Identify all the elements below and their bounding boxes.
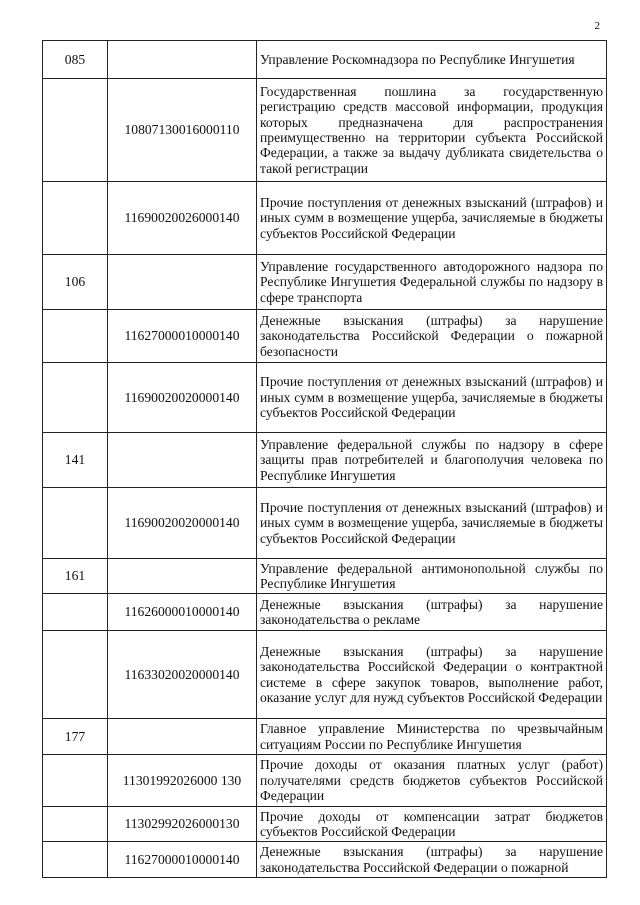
budget-code-cell	[108, 41, 257, 79]
budget-code-cell: 11626000010000140	[108, 594, 257, 631]
org-code-cell	[43, 79, 108, 182]
table-row	[43, 719, 607, 755]
description-cell: Управление Роскомнадзора по Республике Ингушетия	[257, 41, 607, 79]
table-row	[43, 807, 607, 842]
budget-code-cell	[108, 559, 257, 594]
table-row	[43, 631, 607, 719]
description-cell: Денежные взыскания (штрафы) за нарушение законодательства о рекламе	[257, 594, 607, 631]
description-cell: Главное управление Министерства по чрезвычайным ситуациям России по Республике Ингушетия	[257, 719, 607, 755]
budget-code-cell: 11627000010000140	[108, 842, 257, 878]
description-cell: Управление федеральной антимонопольной службы по Республике Ингушетия	[257, 559, 607, 594]
budget-code-cell: 11627000010000140	[108, 310, 257, 363]
description-cell: Прочие поступления от денежных взысканий (штрафов) и иных сумм в возмещение ущерба, зачисляемые в бюджеты субъектов Российской Федерации	[257, 488, 607, 559]
table-row	[43, 433, 607, 488]
org-code-cell: 106	[43, 255, 108, 310]
budget-code-cell	[108, 719, 257, 755]
org-code-cell: 161	[43, 559, 108, 594]
org-code-cell	[43, 594, 108, 631]
description-cell: Денежные взыскания (штрафы) за нарушение законодательства Российской Федерации о контрактной системе в сфере закупок товаров, выполнение работ, оказание услуг для нужд субъектов Российской Федерации	[257, 631, 607, 719]
org-code-cell	[43, 363, 108, 433]
revenue-codes-table	[42, 40, 607, 878]
org-code-cell	[43, 807, 108, 842]
org-code-cell	[43, 182, 108, 255]
description-cell: Государственная пошлина за государственную регистрацию средств массовой информации, продукция которых предназначена для распространения преимущественно на территории субъекта Российской Федерации, а также за выдачу дубликата свидетельства о такой регистрации	[257, 79, 607, 182]
description-cell: Прочие поступления от денежных взысканий (штрафов) и иных сумм в возмещение ущерба, зачисляемые в бюджеты субъектов Российской Федерации	[257, 182, 607, 255]
description-cell: Прочие доходы от компенсации затрат бюджетов субъектов Российской Федерации	[257, 807, 607, 842]
org-code-cell	[43, 842, 108, 878]
table-row	[43, 363, 607, 433]
description-cell: Денежные взыскания (штрафы) за нарушение законодательства Российской Федерации о пожарной	[257, 842, 607, 878]
table-row	[43, 594, 607, 631]
description-cell: Прочие поступления от денежных взысканий (штрафов) и иных сумм в возмещение ущерба, зачисляемые в бюджеты субъектов Российской Федерации	[257, 363, 607, 433]
budget-code-cell	[108, 255, 257, 310]
budget-code-cell: 11302992026000130	[108, 807, 257, 842]
table-row	[43, 310, 607, 363]
description-cell: Денежные взыскания (штрафы) за нарушение законодательства Российской Федерации о пожарной безопасности	[257, 310, 607, 363]
table-row	[43, 488, 607, 559]
description-cell: Прочие доходы от оказания платных услуг (работ) получателями средств бюджетов субъектов Российской Федерации	[257, 755, 607, 807]
table-row	[43, 755, 607, 807]
page-number: 2	[594, 20, 600, 32]
budget-code-cell	[108, 433, 257, 488]
org-code-cell	[43, 488, 108, 559]
budget-code-cell: 11690020020000140	[108, 488, 257, 559]
org-code-cell	[43, 631, 108, 719]
description-cell: Управление федеральной службы по надзору в сфере защиты прав потребителей и благополучия человека по Республике Ингушетия	[257, 433, 607, 488]
table-row	[43, 79, 607, 182]
budget-code-cell: 11690020026000140	[108, 182, 257, 255]
org-code-cell: 085	[43, 41, 108, 79]
budget-code-cell: 11690020020000140	[108, 363, 257, 433]
org-code-cell	[43, 310, 108, 363]
table-row	[43, 182, 607, 255]
org-code-cell	[43, 755, 108, 807]
table-row	[43, 255, 607, 310]
budget-code-cell: 11301992026000 130	[108, 755, 257, 807]
table-row	[43, 842, 607, 878]
org-code-cell: 177	[43, 719, 108, 755]
table-row	[43, 559, 607, 594]
budget-code-cell: 10807130016000110	[108, 79, 257, 182]
org-code-cell: 141	[43, 433, 108, 488]
table-row	[43, 41, 607, 79]
description-cell: Управление государственного автодорожного надзора по Республике Ингушетия Федеральной службы по надзору в сфере транспорта	[257, 255, 607, 310]
budget-code-cell: 11633020020000140	[108, 631, 257, 719]
